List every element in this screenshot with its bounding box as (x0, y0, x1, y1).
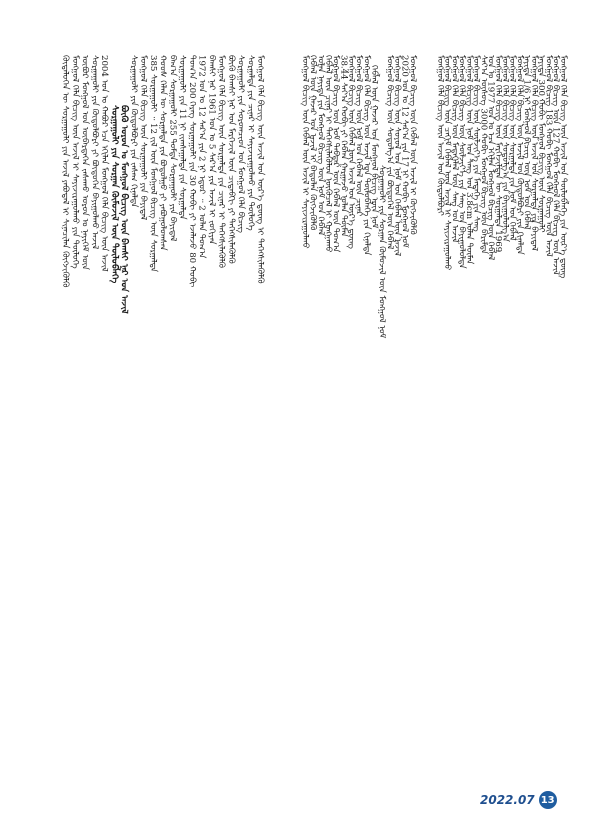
text-column: ᠬᠡᠪᠯᠡᠯ ᠦᠨ ᠴᠢᠨᠠᠷ ᠢ ᠳᠡᠭᠡᠭᠰᠢᠯᠡᠭᠦᠯᠦᠨ ᠨᠥᠭᠦᠴᠡᠯ ᠢ ᠬᠠᠩᠭᠠᠬᠤ (323, 55, 333, 253)
text-column: ᠮᠣᠩᠭᠣᠯ ᠬᠡᠯᠡ ᠪᠢᠴᠢᠭ ᠦᠨ ᠠᠵᠢᠯ ᠤᠨ ᠲᠥᠯᠦᠪᠯᠡᠭᠡ ᠶᠢᠨ ᠦᠷ᠎ᠡ ᠳ᠋ᠦᠩ (557, 55, 568, 279)
text-column: ᠬᠡᠪᠯᠡᠯ ᠦᠨ ᠭᠠᠵᠠᠷ ᠤᠨ ᠮᠣᠩᠭᠣᠯ ᠪᠢᠴᠢᠭ ᠦᠨ ᠨᠣᠮ (369, 65, 379, 229)
text-column: ᠪᠦᠬᠦ ᠣᠷᠤᠨ ᠤ ᠮᠣᠩᠭᠣᠯ ᠪᠢᠴᠢᠭ ᠦᠨ ᠪᠠᠭᠰᠢ ᠨᠠᠷ ᠤᠨ ᠠᠵᠢᠯ (118, 105, 129, 314)
text-column: ᠰᠠᠶ᠎ᠠ ᠦᠰᠦᠭ 3000 ᠬᠤᠪᠢ ᠮᠣᠩᠭᠣᠯ ᠪᠢᠴᠢᠭ ᠦᠨ ᠪᠠᠷᠢᠮᠲᠠ (478, 55, 489, 255)
text-column: ᠪᠦᠬᠦ ᠪᠠᠭᠰᠢ ᠨᠠᠷ ᠤᠨ ᠮᠡᠷᠭᠡᠵᠢᠯ ᠦᠨ ᠴᠢᠳᠠᠪᠬᠢ ᠶᠢ ᠳᠡᠭᠡᠭᠰᠢᠯᠡᠭᠦᠯᠬᠦ (225, 55, 236, 264)
text-column: ᠥᠪᠦᠷ ᠮᠣᠩᠭᠣᠯ ᠤᠨ ᠥᠪᠡᠷᠲᠡᠭᠡᠨ ᠵᠠᠰᠠᠬᠤ ᠣᠷᠤᠨ ᠤ ᠨᠡᠶᠢᠭᠡᠮ ᠦᠨ (79, 55, 90, 270)
page-footer (480, 790, 557, 810)
text-column: ᠮᠣᠩᠭᠣᠯ ᠪᠢᠴᠢᠭ ᠦᠨ ᠴᠠᠬᠢᠮ ᠬᠡᠪᠯᠡᠯ ᠦᠨ ᠠᠵᠢᠯ ᠢ ᠰᠠᠶᠢᠵᠢᠷᠠᠭᠤᠯᠬᠤ (442, 55, 453, 271)
text-column: ᠮᠣᠩᠭᠣᠯ ᠪᠢᠴᠢᠭ ᠦᠨ ᠰᠦᠯᠵᠢᠶ᠎ᠡ ᠶᠢᠨ ᠮᠡᠳᠡᠭᠡ ᠶᠢᠨ ᠰᠠᠩ (471, 55, 482, 232)
text-column: ᠨᠡᠶᠢᠲᠡ 300 ᠬᠤᠪᠢ ᠮᠣᠩᠭᠣᠯ ᠪᠢᠴᠢᠭ ᠦᠨ ᠰᠤᠷᠭᠠᠭᠤᠯᠢ (536, 55, 547, 233)
text-column: ᠮᠣᠩᠭᠣᠯ ᠬᠡᠯᠡ ᠪᠢᠴᠢᠭ ᠦᠨ ᠠᠵᠢᠯ ᠤᠨ ᠰᠤᠷᠭᠠᠯᠲᠠ ᠶᠢᠨ ᠪᠠᠶᠢᠳᠠᠯ (528, 55, 539, 252)
text-column: ᠮᠣᠩᠭᠣᠯ ᠬᠡᠯᠡ ᠪᠢᠴᠢᠭ ᠦᠨ ᠮᠡᠷᠭᠡᠵᠢᠯᠲᠡᠨ ᠦ ᠰᠤᠷᠭᠠᠯᠲᠠ 1969 (492, 55, 503, 253)
right-text-block (435, 55, 568, 765)
text-column: ᠬᠥᠳᠡᠯᠦᠭᠡᠨ ᠦ ᠰᠤᠷᠭᠠᠭᠤᠯᠢ ᠶᠢᠨ ᠠᠵᠢᠯ ᠶᠠᠪᠤᠳᠠᠯ ᠢ ᠰᠢᠨᠡᠴᠢᠯᠡᠨ ᠬᠥᠭᠵᠢᠭᠦᠯᠬᠦ (60, 55, 70, 288)
text-column: ᠮᠣᠩᠭᠣᠯ ᠬᠡᠯᠡ ᠪᠢᠴᠢᠭ ᠦᠨ ᠮᠡᠳᠡᠭᠡᠯᠡᠯ ᠦᠨ ᠰᠠᠩ ᠤᠨ ᠠᠵᠢᠯ (449, 55, 460, 243)
text-column: ᠮᠣᠩᠭᠣᠯ ᠬᠡᠯᠡ ᠪᠢᠴᠢᠭ ᠦᠨ ᠠᠵᠢᠯ ᠤᠨ ᠬᠥᠲᠦᠯᠪᠦᠷᠢ ᠶᠢᠨ ᠬᠢᠨᠠᠯᠲᠠ (514, 55, 525, 255)
text-column: ᠮᠣᠩᠭᠣᠯ ᠬᠡᠯᠡ ᠪᠢᠴᠢᠭ ᠦᠨ ᠰᠦᠯᠵᠢᠶ᠎ᠡ ᠶᠢᠨ ᠰᠠᠩ ᠤᠨ ᠪᠠᠶᠢᠭᠤᠯᠤᠯᠲᠠ (456, 55, 467, 269)
text-column: ᠪᠠᠭ᠎ᠠ ᠰᠤᠷᠭᠠᠭᠤᠯᠢ 255 ᠳᠤᠮᠳᠠ ᠰᠤᠷᠭᠠᠭᠤᠯᠢ ᠶᠢᠨ ᠪᠠᠶᠢᠳᠠᠯ (167, 55, 178, 242)
text-column: ᠮᠣᠩᠭᠣᠯ ᠪᠢᠴᠢᠭ ᠦᠨ ᠬᠡᠪᠯᠡᠯ ᠦᠨ ᠠᠵᠢᠯ ᠢ ᠬᠥᠭᠵᠢᠭᠦᠯᠬᠦ (407, 55, 418, 235)
text-column: ᠬᠡᠪᠯᠡᠯ ᠦᠨ ᠭᠠᠵᠠᠷ ᠤᠨ ᠠᠵᠢᠯ ᠢ ᠪᠠᠲᠤᠯᠠᠨ ᠬᠥᠭᠵᠢᠭᠦᠯᠬᠦ (307, 55, 318, 231)
text-column: ᠮᠣᠩᠭᠣᠯ ᠬᠡᠯᠡ ᠪᠢᠴᠢᠭ ᠦᠨ ᠠᠵᠢᠯ ᠤᠨ ᠬᠥᠲᠦᠯᠪᠦᠷᠢ (435, 55, 445, 216)
text-column: ᠮᠣᠩᠭᠣᠯ ᠪᠢᠴᠢᠭ ᠦᠨ 127 ᠬᠤᠪᠢ ᠮᠣᠩᠭᠣᠯ ᠬᠡᠯᠡ ᠪᠢᠴᠢᠭ ᠦᠨ ᠠᠵᠢᠯ (550, 55, 561, 275)
left-text-block (60, 55, 265, 765)
text-column: ᠣᠨ ᠤ 1977 ᠣᠨ ᠤ ᠡᠴᠡ ᠡᠬᠢᠯᠡᠨ ᠮᠣᠩᠭᠣᠯ ᠪᠢᠴᠢᠭ ᠦᠨ ᠬᠡᠪᠯᠡᠯ (485, 55, 496, 261)
text-column: ᠮᠣᠩᠭᠣᠯ ᠬᠡᠯᠡ ᠪᠢᠴᠢᠭ ᠦᠨ ᠰᠤᠳᠤᠯᠭ᠎ᠠ ᠶᠢᠨ ᠪᠠᠶᠢᠭᠤᠯᠤᠯᠭ᠎ᠠ (500, 55, 510, 242)
text-column: ᠮᠣᠩᠭᠣᠯ ᠬᠡᠯᠡ ᠪᠢᠴᠢᠭ ᠦᠨ ᠠᠵᠢᠯ ᠤᠨ ᠲᠥᠯᠦᠪᠯᠡᠭᠡ ᠶᠢᠨ ᠬᠢᠨᠠᠯᠲᠠ (361, 55, 372, 256)
text-column: ᠮᠣᠩᠭᠣᠯ ᠬᠡᠯᠡ ᠪᠢᠴᠢᠭ ᠦᠨ ᠰᠤᠷᠭᠠᠭᠤᠯᠢ ᠶᠢᠨ ᠪᠠᠶᠢᠳᠠᠯ (138, 55, 149, 221)
text-column: 2004 ᠣᠨ ᠤ ᠬᠠᠪᠤᠷ ᠡᠴᠡ ᠡᠬᠢᠯᠡᠨ ᠮᠣᠩᠭᠣᠯ ᠬᠡᠯᠡ ᠪᠢᠴᠢᠭ ᠦᠨ ᠠᠵᠢᠯ (99, 55, 110, 272)
text-column: ᠨᠡᠶᠢᠲᠡ 1/6 ᠨᠢ ᠮᠣᠩᠭᠣᠯ ᠪᠢᠴᠢᠭ ᠦᠨ ᠨᠣᠮ ᠤᠨ ᠬᠡᠪᠯᠡᠯ (521, 55, 532, 230)
text-column: ᠮᠣᠩᠭᠣᠯ ᠪᠢᠴᠢᠭ 183 ᠬᠤᠪᠢ ᠮᠣᠩᠭᠣᠯ ᠬᠡᠯᠡ ᠪᠢᠴᠢᠭ ᠦᠨ ᠠᠵᠢᠯ (543, 55, 554, 257)
text-column: ᠰᠤᠷᠭᠠᠭᠤᠯᠢ ᠶᠢᠨ ᠬᠥᠲᠦᠯᠪᠦᠷᠢ ᠶᠢ ᠪᠦᠲᠦᠭᠡᠨ ᠪᠠᠶᠢᠭᠤᠯᠬᠤ ᠠᠵᠢᠯ (89, 55, 100, 250)
text-column: ᠮᠣᠩᠭᠣᠯ ᠬᠡᠯᠡ ᠪᠢᠴᠢᠭ ᠦᠨ ᠰᠤᠷᠭᠠᠯᠲᠠ ᠶᠢᠨ ᠨᠣᠮ ᠤᠨ ᠬᠡᠪᠯᠡᠯ (507, 55, 518, 241)
page-number-badge: 13 (539, 791, 557, 809)
text-column: ᠰᠤᠷᠭᠠᠭᠤᠯᠢ ᠶᠢᠨ 11 ᠨᠢ ᠵᠢᠭᠰᠠᠭᠠᠯᠲᠠ ᠶᠢᠨ ᠰᠤᠷᠭᠠᠯᠲᠠ (177, 55, 188, 220)
text-column: 385 ᠰᠤᠷᠭᠠᠭᠤᠯᠢ ᠃ 12 ᠵᠢᠯ ᠦᠨ ᠮᠣᠩᠭᠣᠯ ᠪᠢᠴᠢᠭ ᠦᠨ ᠰᠤᠷᠭᠠᠯᠲᠠ (147, 55, 158, 273)
text-column: ᠮᠣᠩᠭᠣᠯ ᠪᠢᠴᠢᠭ ᠦᠨ ᠨᠣᠮ ᠤᠨ ᠰᠠᠩ ᠤᠨ 3.8cm ᠣᠯᠠᠨ ᠲᠦᠮᠡᠨ (463, 55, 474, 265)
text-column: ᠰᠤᠷᠭᠠᠭᠤᠯᠢ ᠶᠢᠨ ᠰᠤᠷᠤᠭᠴᠢᠳ ᠤᠨ ᠮᠣᠩᠭᠣᠯ ᠬᠡᠯᠡ ᠪᠢᠴᠢᠭ (235, 55, 246, 233)
text-column: ᠮᠣᠩᠭᠣᠯ ᠪᠢᠴᠢᠭ ᠦᠨ ᠬᠡᠪᠯᠡᠯ ᠦᠨ ᠠᠵᠢᠯ ᠢ ᠰᠠᠶᠢᠵᠢᠷᠠᠭᠤᠯᠬᠤ (300, 55, 310, 249)
issue-date: 2022.07 (480, 793, 535, 807)
text-column: ᠲᠣᠭ᠎ᠠ 200 ᠬᠡᠷᠡᠭ ᠰᠤᠷᠭᠠᠭᠤᠯᠢ ᠶᠢᠨ 30 ᠬᠤᠪᠢ ᠶᠢ ᠡᠵᠡᠯᠡᠵᠦ 80 ᠬᠤᠪᠢ (186, 55, 197, 288)
text-column: ᠮᠣᠩᠭᠣᠯ ᠬᠡᠯᠡ ᠪᠢᠴᠢᠭ ᠦᠨ ᠠᠵᠢᠯ ᠤᠨ ᠦᠷ᠎ᠡ ᠳ᠋ᠦᠩ ᠢ ᠳᠡᠭᠡᠭᠰᠢᠯᠡᠭᠦᠯᠬᠦ (255, 55, 266, 284)
text-column: ᠮᠣᠩᠭᠣᠯ ᠪᠢᠴᠢᠭ ᠦᠨ ᠨᠣᠮ ᠳᠡᠪᠲᠡᠷ ᠦᠨ ᠬᠡᠪᠯᠡᠯ ᠦᠨ ᠲᠣᠭ᠎ᠠ (330, 55, 341, 253)
text-column: ᠣᠯᠠᠨ ᠨᠡᠶᠢᠲᠡ ᠶᠢᠨ ᠮᠣᠩᠭᠣᠯ ᠪᠢᠴᠢᠭ ᠦᠨ ᠨᠣᠮ ᠤᠨ ᠬᠡᠪᠯᠡᠯ (315, 55, 326, 236)
text-column: ᠰᠤᠷᠭᠠᠭᠤᠯᠢ ᠶᠢᠨ ᠰᠤᠷᠭᠠᠨ ᠬᠥᠮᠦᠵᠢᠯ ᠦᠨ ᠮᠣᠩᠭᠣᠯ ᠨᠣᠮ (376, 165, 387, 339)
text-column: ᠰᠤᠷᠭᠠᠭᠤᠯᠢ ᠶᠢᠨ ᠰᠤᠷᠭᠠᠨ ᠬᠥᠮᠦᠵᠢᠯ ᠦᠨ ᠲᠥᠯᠦᠪᠯᠡᠭᠡ (108, 105, 119, 284)
text-column: 2020 ᠣᠨ ᠤ 12 ᠰᠠᠷ᠎ᠠ ᠶᠢᠨ 17 ᠨᠢ ᠬᠤᠪᠢ ᠮᠣᠩᠭᠣᠯ ᠨᠣᠮ (399, 55, 410, 248)
text-column: 38.44 ᠰᠠᠶ᠎ᠠ ᠬᠤᠪᠢ ᠶᠢ ᠬᠡᠪᠯᠡᠨ ᠭᠠᠷᠭᠠᠵᠤ ᠣᠯᠠᠨ ᠲᠦᠮᠡᠨ (338, 55, 349, 237)
text-column: ᠮᠣᠩᠭᠣᠯ ᠬᠡᠯᠡ ᠪᠢᠴᠢᠭ ᠦᠨ ᠠᠵᠢᠯ ᠢ ᠰᠠᠶᠢᠵᠢᠷᠠᠭᠤᠯᠬᠤ ᠶᠢᠨ ᠲᠥᠯᠦᠭᠡ (69, 55, 80, 269)
text-column: ᠪᠠᠭᠰᠢ ᠨᠠᠷ 1961 ᠣᠨ ᠤ 5 ᠰᠠᠷ᠎ᠠ ᠶᠢᠨ ᠠᠵᠢᠯ ᠢ ᠵᠣᠬᠢᠶᠠᠨ (206, 55, 217, 245)
text-column: ᠮᠣᠩᠭᠣᠯ ᠪᠢᠴᠢᠭ ᠦᠨ ᠰᠤᠳᠤᠯᠭ᠎ᠠ ᠶᠢᠨ ᠪᠦᠲᠦᠭᠡᠯ ᠦᠨ ᠬᠡᠪᠯᠡᠯ (384, 55, 395, 250)
text-column: ᠰᠤᠷᠭᠠᠯᠲᠠ ᠶᠢᠨ ᠴᠢᠨᠠᠷ ᠢ ᠰᠠᠶᠢᠵᠢᠷᠠᠭᠤᠯᠬᠤ ᠶᠢᠨ ᠲᠥᠯᠦᠭᠡ (245, 55, 256, 231)
text-column: ᠰᠤᠷᠭᠠᠭᠤᠯᠢ ᠶᠢᠨ ᠬᠥᠲᠦᠯᠪᠦᠷᠢ ᠶᠢᠨ ᠵᠠᠰᠠᠭ ᠬᠢᠨᠠᠯᠲᠠ (128, 55, 139, 208)
text-column: ᠮᠣᠩᠭᠣᠯ ᠪᠢᠴᠢᠭ ᠦᠨ ᠨᠣᠮ ᠤᠨ ᠬᠡᠪᠯᠡᠯ ᠦᠨ ᠴᠢᠨᠠᠷ (353, 55, 364, 217)
middle-text-block (300, 55, 418, 765)
text-column: 1972 ᠣᠨ ᠤ 12 ᠰᠠᠷ᠎ᠠ ᠶᠢᠨ 2 ᠨᠢ ᠡᠳᠦᠷ ᠃ 2 ᠣᠯᠠᠨ ᠲᠣᠭ᠎ᠠ (196, 55, 207, 259)
text-column: ᠮᠣᠩᠭᠣᠯ ᠪᠢᠴᠢᠭ ᠦᠨ ᠬᠡᠪᠯᠡᠯ ᠦᠨ ᠠᠵᠢᠯ ᠤᠨ ᠦᠷ᠎ᠡ ᠳ᠋ᠦᠩ (346, 55, 356, 249)
text-column: ᠮᠣᠩᠭᠣᠯ ᠬᠡᠯᠡ ᠪᠢᠴᠢᠭ ᠦᠨ ᠰᠤᠷᠭᠠᠯᠲᠠ ᠶᠢᠨ ᠴᠢᠨᠠᠷ ᠢ ᠳᠡᠭᠡᠭᠰᠢᠯᠡᠭᠦᠯᠬᠦ (216, 55, 227, 269)
text-column: ᠮᠣᠩᠭᠣᠯ ᠪᠢᠴᠢᠭ ᠦᠨ ᠰᠣᠶᠣᠯ ᠤᠨ ᠨᠣᠮ ᠤᠨ ᠬᠡᠪᠯᠡᠯ ᠦᠨ ᠠᠵᠢᠯ (392, 55, 402, 257)
text-column: ᠬᠣᠣᠰ ᠬᠡᠯᠡᠨ ᠦ ᠰᠤᠷᠭᠠᠯᠲᠠ ᠶᠢᠨ ᠪᠣᠳᠣᠯᠭᠣ ᠶᠢ ᠶᠠᠪᠤᠭᠤᠯᠤᠭᠰᠠᠨ (157, 55, 168, 251)
